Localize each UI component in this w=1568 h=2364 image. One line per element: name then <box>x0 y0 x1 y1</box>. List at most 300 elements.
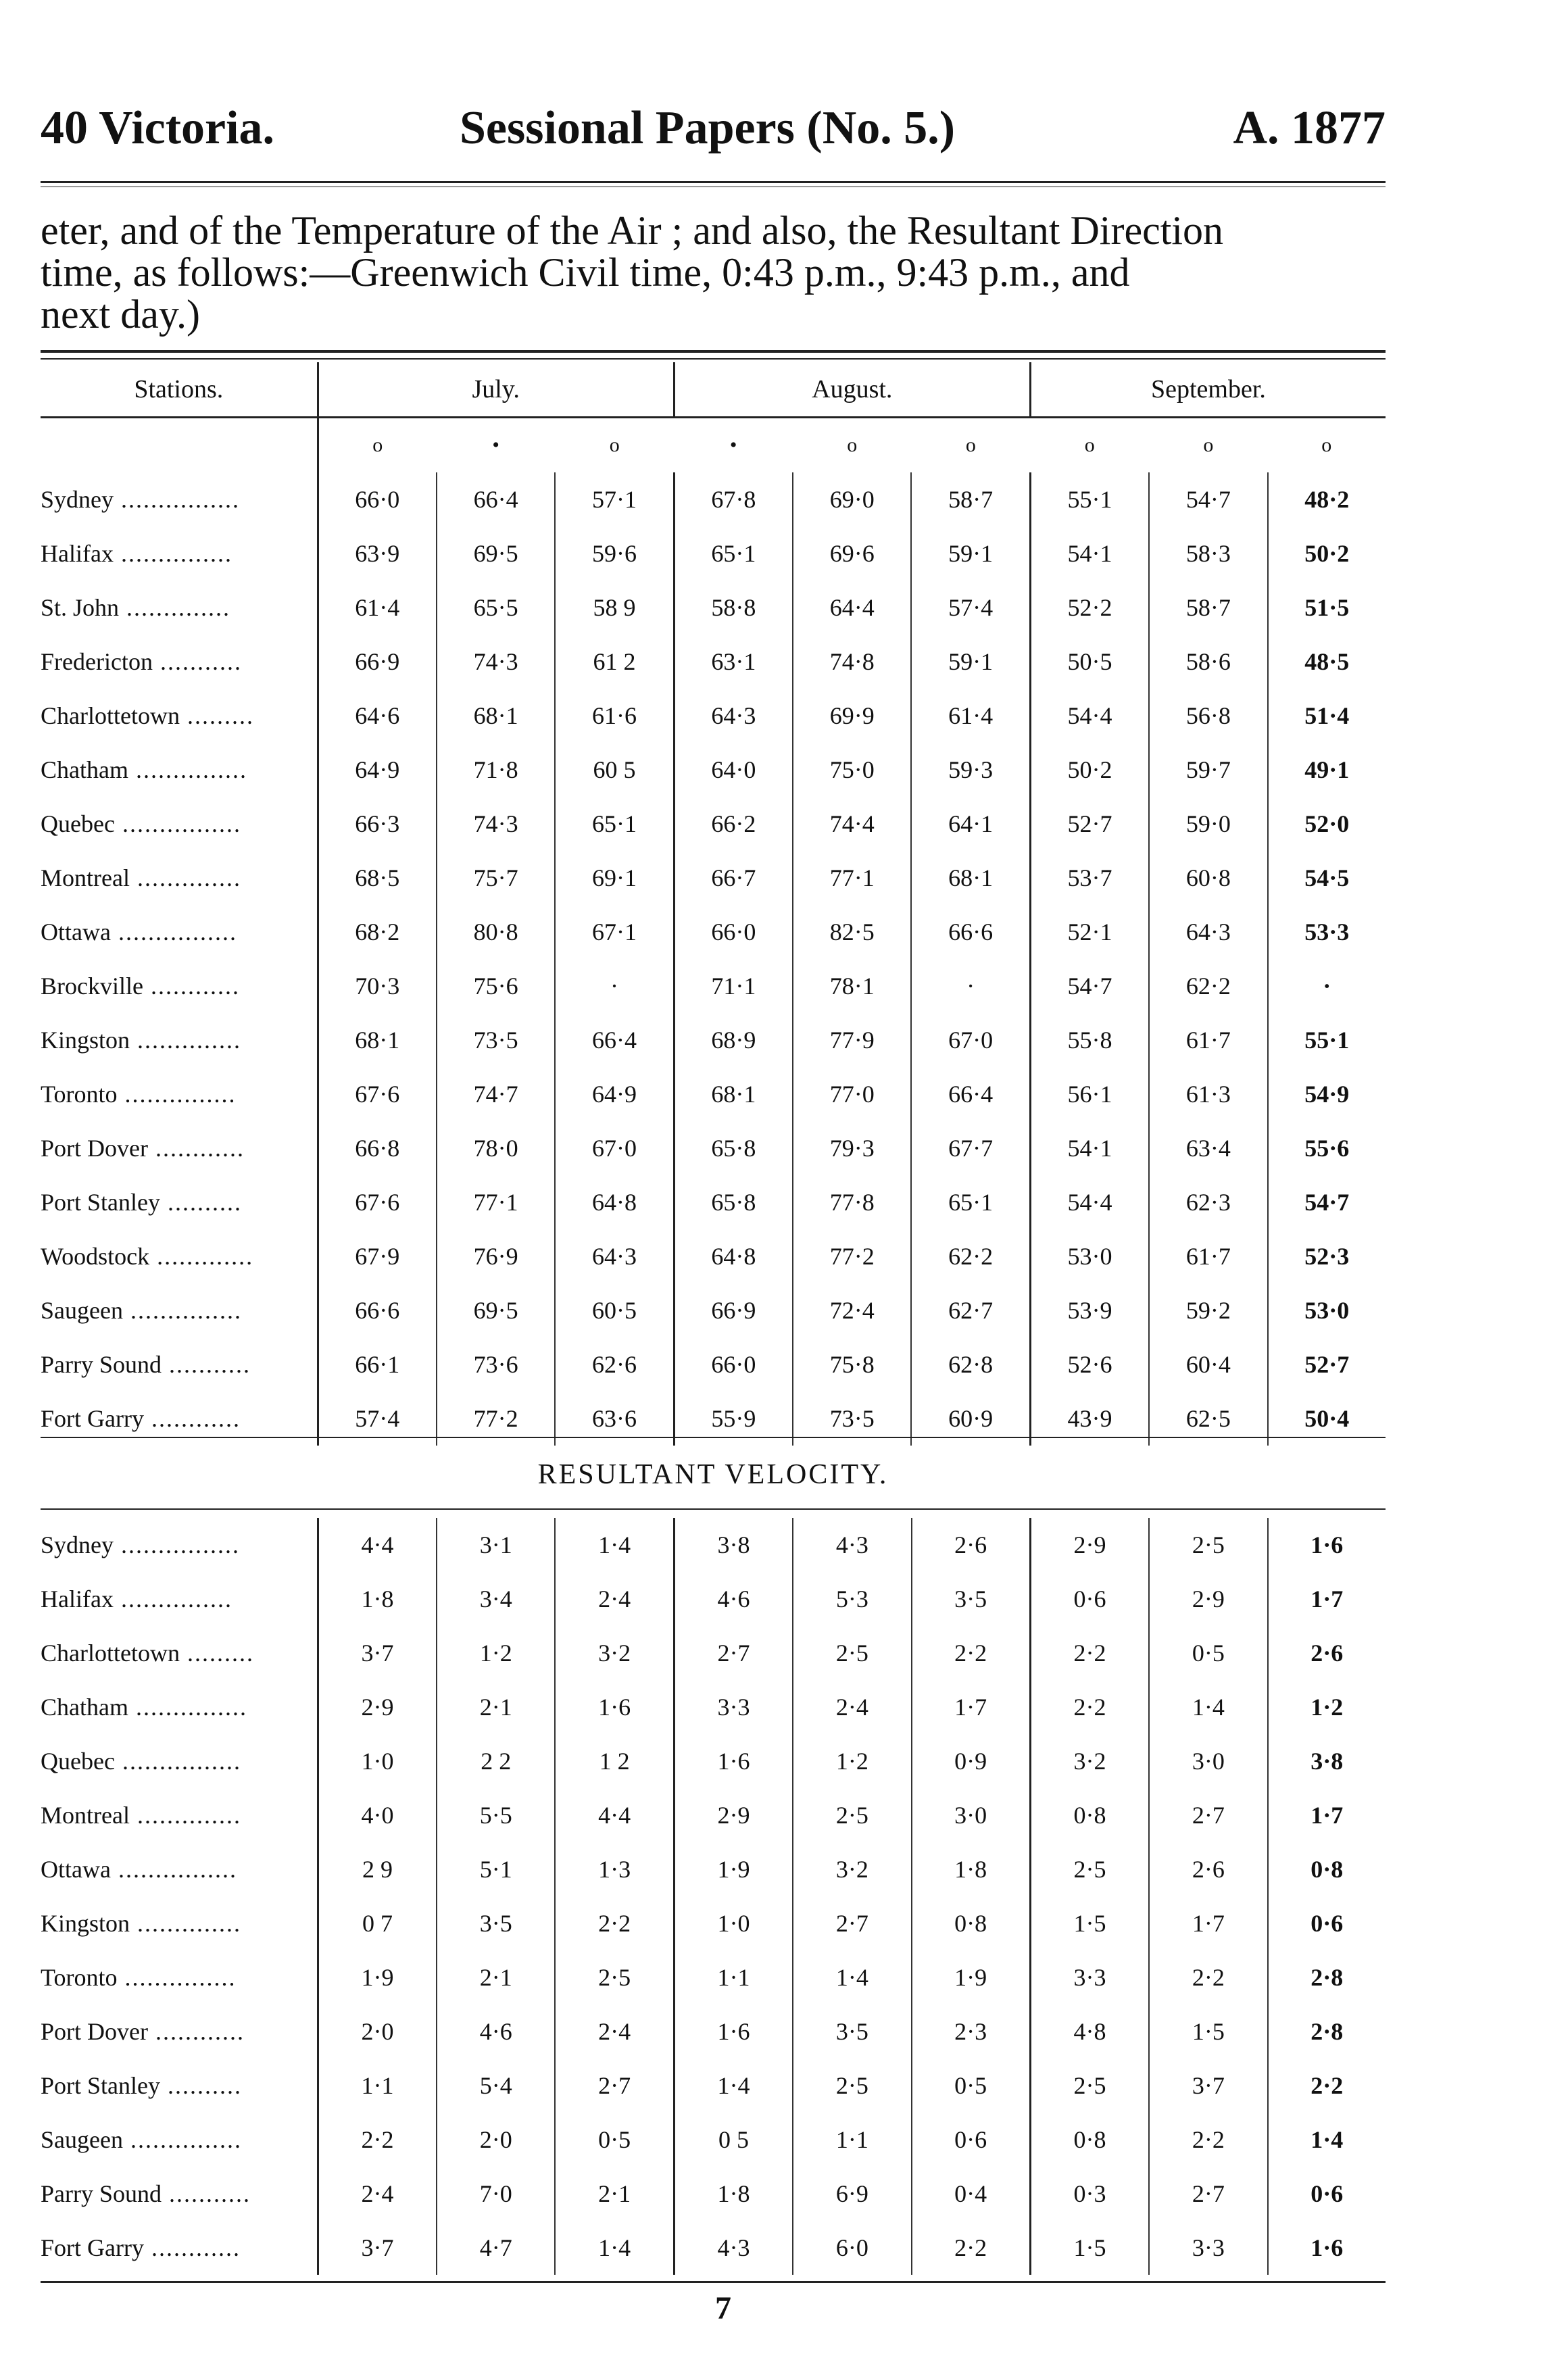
table-row <box>41 1734 1386 1788</box>
value-cell: 53·3 <box>1304 918 1350 945</box>
header-left: 40 Victoria. <box>41 102 275 154</box>
station-name: Toronto ............... <box>41 1950 318 2004</box>
value-cell: 2·5 <box>793 1788 911 1842</box>
value-cell: 61·3 <box>1149 1067 1267 1121</box>
value-cell: 58·3 <box>1149 526 1267 581</box>
value-cell: 62·8 <box>911 1337 1030 1392</box>
value-cell: 0·6 <box>1310 2180 1344 2207</box>
value-cell: 50·4 <box>1304 1405 1350 1432</box>
value-cell: 58·6 <box>1149 635 1267 689</box>
value-cell: 0·5 <box>555 2113 674 2167</box>
value-cell: · <box>1323 972 1331 1000</box>
value-cell: 2·0 <box>318 2004 437 2059</box>
value-cell: 1·8 <box>912 1842 1031 1896</box>
value-cell: 55·1 <box>1304 1027 1350 1054</box>
value-cell: 1·6 <box>674 2004 793 2059</box>
stations-header: Stations. <box>41 362 318 418</box>
mark: • <box>492 434 499 456</box>
value-cell: 67·0 <box>555 1121 674 1175</box>
value-cell: · <box>911 959 1030 1013</box>
value-cell: 66·1 <box>318 1337 437 1392</box>
value-cell: 1·6 <box>674 1734 793 1788</box>
value-cell: 2·7 <box>1149 1788 1267 1842</box>
value-cell: 2·1 <box>555 2167 674 2221</box>
value-cell: 66·0 <box>318 472 437 526</box>
value-cell: 2·6 <box>1149 1842 1267 1896</box>
value-cell: 73·5 <box>437 1013 555 1067</box>
value-cell: 61 2 <box>555 635 674 689</box>
value-cell: 1·4 <box>793 1950 911 2004</box>
value-cell: 74·7 <box>437 1067 555 1121</box>
mark: o <box>847 434 858 456</box>
value-cell: 0·3 <box>1030 2167 1149 2221</box>
table-row <box>41 1518 1386 1572</box>
value-cell: 69·0 <box>793 472 911 526</box>
station-name: Quebec ................ <box>41 797 318 851</box>
value-cell: 54·4 <box>1030 1175 1149 1229</box>
value-cell: 62·2 <box>1149 959 1267 1013</box>
value-cell: 55·8 <box>1030 1013 1149 1067</box>
value-cell: 60·5 <box>555 1283 674 1337</box>
value-cell: 1·4 <box>555 1518 674 1572</box>
table-row <box>41 1229 1386 1283</box>
value-cell: 2·7 <box>793 1896 911 1950</box>
value-cell: 6·0 <box>793 2221 911 2275</box>
table-row <box>41 1842 1386 1896</box>
station-name: St. John .............. <box>41 581 318 635</box>
table-row <box>41 1013 1386 1067</box>
table-row <box>41 2004 1386 2059</box>
table-row <box>41 1626 1386 1680</box>
value-cell: 3·7 <box>1149 2059 1267 2113</box>
value-cell: 69·1 <box>555 851 674 905</box>
value-cell: 4·3 <box>793 1518 911 1572</box>
value-cell: 4·6 <box>437 2004 555 2059</box>
value-cell: 74·4 <box>793 797 911 851</box>
value-cell: 1·5 <box>1149 2004 1267 2059</box>
value-cell: 75·6 <box>437 959 555 1013</box>
station-name: Chatham ............... <box>41 743 318 797</box>
value-cell: 66·2 <box>674 797 793 851</box>
intro-text <box>41 210 1386 335</box>
value-cell: 79·3 <box>793 1121 911 1175</box>
value-cell: 1 2 <box>555 1734 674 1788</box>
value-cell: · <box>555 959 674 1013</box>
station-name: Parry Sound ........... <box>41 2167 318 2221</box>
section-rule-2 <box>41 1508 1386 1510</box>
table-row <box>41 1175 1386 1229</box>
value-cell: 2·5 <box>555 1950 674 2004</box>
value-cell: 66·0 <box>674 905 793 959</box>
header-title: Sessional Papers (No. 5.) <box>460 102 956 154</box>
value-cell: 0·8 <box>1030 1788 1149 1842</box>
value-cell: 64·0 <box>674 743 793 797</box>
value-cell: 2·5 <box>1030 2059 1149 2113</box>
station-name: Sydney ................ <box>41 1518 318 1572</box>
value-cell: 3·3 <box>674 1680 793 1734</box>
value-cell: 63·6 <box>555 1392 674 1446</box>
value-cell: 50·2 <box>1304 540 1350 567</box>
value-cell: 2·2 <box>555 1896 674 1950</box>
table-row <box>41 1680 1386 1734</box>
value-cell: 60·8 <box>1149 851 1267 905</box>
value-cell: 53·9 <box>1030 1283 1149 1337</box>
value-cell: 0·5 <box>912 2059 1031 2113</box>
value-cell: 66·4 <box>911 1067 1030 1121</box>
value-cell: 1·1 <box>793 2113 911 2167</box>
value-cell: 75·7 <box>437 851 555 905</box>
value-cell: 3·2 <box>555 1626 674 1680</box>
value-cell: 59·1 <box>911 526 1030 581</box>
station-name: Woodstock ............. <box>41 1229 318 1283</box>
mark: • <box>729 434 737 456</box>
value-cell: 1·0 <box>674 1896 793 1950</box>
value-cell: 2·4 <box>555 2004 674 2059</box>
value-cell: 52·1 <box>1030 905 1149 959</box>
value-cell: 62·6 <box>555 1337 674 1392</box>
value-cell: 6·9 <box>793 2167 911 2221</box>
station-name: Montreal .............. <box>41 851 318 905</box>
value-cell: 1·9 <box>674 1842 793 1896</box>
value-cell: 2·9 <box>1149 1572 1267 1626</box>
value-cell: 68·9 <box>674 1013 793 1067</box>
value-cell: 2·2 <box>912 1626 1031 1680</box>
value-cell: 59·1 <box>911 635 1030 689</box>
velocity-title: RESULTANT VELOCITY. <box>537 1459 889 1490</box>
table-row <box>41 1572 1386 1626</box>
value-cell: 4·7 <box>437 2221 555 2275</box>
value-cell: 66·4 <box>437 472 555 526</box>
value-cell: 1·7 <box>1310 1585 1344 1612</box>
value-cell: 77·9 <box>793 1013 911 1067</box>
station-name: Charlottetown ......... <box>41 689 318 743</box>
value-cell: 65·8 <box>674 1175 793 1229</box>
value-cell: 61·4 <box>318 581 437 635</box>
table-row <box>41 1067 1386 1121</box>
value-cell: 60·4 <box>1149 1337 1267 1392</box>
value-cell: 0·5 <box>1149 1626 1267 1680</box>
value-cell: 64·9 <box>318 743 437 797</box>
value-cell: 54·1 <box>1030 1121 1149 1175</box>
value-cell: 58 9 <box>555 581 674 635</box>
station-name: Parry Sound ........... <box>41 1337 318 1392</box>
value-cell: 3·5 <box>912 1572 1031 1626</box>
velocity-rows <box>41 1518 1386 2275</box>
value-cell: 60 5 <box>555 743 674 797</box>
value-cell: 2·2 <box>1149 2113 1267 2167</box>
value-cell: 61·4 <box>911 689 1030 743</box>
table-row <box>41 959 1386 1013</box>
value-cell: 48·2 <box>1304 486 1350 513</box>
value-cell: 1·2 <box>437 1626 555 1680</box>
value-cell: 64·9 <box>555 1067 674 1121</box>
value-cell: 4·6 <box>674 1572 793 1626</box>
value-cell: 67·6 <box>318 1067 437 1121</box>
value-cell: 67·8 <box>674 472 793 526</box>
value-cell: 2·2 <box>318 2113 437 2167</box>
value-cell: 51·4 <box>1304 702 1350 729</box>
value-cell: 59·2 <box>1149 1283 1267 1337</box>
mark: o <box>1084 434 1095 456</box>
station-name: Charlottetown ......... <box>41 1626 318 1680</box>
value-cell: 67·7 <box>911 1121 1030 1175</box>
value-cell: 2·9 <box>674 1788 793 1842</box>
value-cell: 4·3 <box>674 2221 793 2275</box>
value-cell: 2·8 <box>1310 2018 1344 2045</box>
value-cell: 3·3 <box>1149 2221 1267 2275</box>
value-cell: 0·9 <box>912 1734 1031 1788</box>
value-cell: 2 9 <box>318 1842 437 1896</box>
value-cell: 2·1 <box>437 1680 555 1734</box>
value-cell: 1·4 <box>1149 1680 1267 1734</box>
value-cell: 72·4 <box>793 1283 911 1337</box>
station-name: Brockville ............ <box>41 959 318 1013</box>
value-cell: 76·9 <box>437 1229 555 1283</box>
value-cell: 3·8 <box>674 1518 793 1572</box>
table-row <box>41 743 1386 797</box>
value-cell: 1·8 <box>318 1572 437 1626</box>
value-cell: 52·7 <box>1304 1351 1350 1378</box>
value-cell: 0·6 <box>912 2113 1031 2167</box>
station-name: Port Dover ............ <box>41 2004 318 2059</box>
value-cell: 74·3 <box>437 797 555 851</box>
value-cell: 4·4 <box>318 1518 437 1572</box>
mark: o <box>1203 434 1214 456</box>
value-cell: 5·4 <box>437 2059 555 2113</box>
value-cell: 1·6 <box>1310 1531 1344 1558</box>
value-cell: 3·1 <box>437 1518 555 1572</box>
value-cell: 77·2 <box>437 1392 555 1446</box>
value-cell: 66·3 <box>318 797 437 851</box>
month-header-september: September. <box>1030 362 1386 418</box>
value-cell: 0·8 <box>1310 1856 1344 1883</box>
value-cell: 1·3 <box>555 1842 674 1896</box>
station-name: Toronto ............... <box>41 1067 318 1121</box>
value-cell: 52·6 <box>1030 1337 1149 1392</box>
table-row <box>41 851 1386 905</box>
value-cell: 64·8 <box>555 1175 674 1229</box>
value-cell: 48·5 <box>1304 648 1350 675</box>
station-name: Halifax ............... <box>41 526 318 581</box>
value-cell: 3·8 <box>1310 1748 1344 1775</box>
value-cell: 57·4 <box>911 581 1030 635</box>
value-cell: 61·6 <box>555 689 674 743</box>
value-cell: 77·0 <box>793 1067 911 1121</box>
value-cell: 1·7 <box>1149 1896 1267 1950</box>
value-cell: 1·2 <box>1310 1694 1344 1721</box>
value-cell: 3·0 <box>1149 1734 1267 1788</box>
value-cell: 66·8 <box>318 1121 437 1175</box>
value-cell: 2·2 <box>1310 2072 1344 2099</box>
value-cell: 2·4 <box>793 1680 911 1734</box>
value-cell: 59·0 <box>1149 797 1267 851</box>
value-cell: 71·8 <box>437 743 555 797</box>
value-cell: 1·7 <box>1310 1802 1344 1829</box>
value-cell: 4·8 <box>1030 2004 1149 2059</box>
table-top-rule-thin <box>41 358 1386 360</box>
value-cell: 52·2 <box>1030 581 1149 635</box>
value-cell: 2·2 <box>912 2221 1031 2275</box>
value-cell: 58·7 <box>1149 581 1267 635</box>
value-cell: 1·5 <box>1030 2221 1149 2275</box>
value-cell: 57·1 <box>555 472 674 526</box>
value-cell: 64·6 <box>318 689 437 743</box>
value-cell: 69·5 <box>437 1283 555 1337</box>
value-cell: 80·8 <box>437 905 555 959</box>
value-cell: 2·3 <box>912 2004 1031 2059</box>
value-cell: 75·0 <box>793 743 911 797</box>
station-name: Port Stanley .......... <box>41 2059 318 2113</box>
value-cell: 0·6 <box>1310 1910 1344 1937</box>
value-cell: 2·6 <box>912 1518 1031 1572</box>
value-cell: 65·5 <box>437 581 555 635</box>
value-cell: 67·9 <box>318 1229 437 1283</box>
value-cell: 75·8 <box>793 1337 911 1392</box>
value-cell: 2·4 <box>318 2167 437 2221</box>
value-cell: 1·4 <box>1310 2126 1344 2153</box>
table-row <box>41 2113 1386 2167</box>
month-header-august: August. <box>674 362 1030 418</box>
station-name: Saugeen ............... <box>41 2113 318 2167</box>
value-cell: 54·9 <box>1304 1081 1350 1108</box>
value-cell: 65·1 <box>555 797 674 851</box>
temperature-rows <box>41 472 1386 1446</box>
table-row <box>41 905 1386 959</box>
value-cell: 69·9 <box>793 689 911 743</box>
station-name: Sydney ................ <box>41 472 318 526</box>
value-cell: 3·5 <box>437 1896 555 1950</box>
value-cell: 2·2 <box>1149 1950 1267 2004</box>
value-cell: 1·0 <box>318 1734 437 1788</box>
value-cell: 2·7 <box>1149 2167 1267 2221</box>
mark: o <box>965 434 976 456</box>
value-cell: 63·1 <box>674 635 793 689</box>
value-cell: 77·1 <box>437 1175 555 1229</box>
station-name: Montreal .............. <box>41 1788 318 1842</box>
value-cell: 1·5 <box>1030 1896 1149 1950</box>
value-cell: 55·1 <box>1030 472 1149 526</box>
value-cell: 77·8 <box>793 1175 911 1229</box>
header-rule <box>41 181 1386 183</box>
value-cell: 67·1 <box>555 905 674 959</box>
value-cell: 3·4 <box>437 1572 555 1626</box>
value-cell: 2·5 <box>1149 1518 1267 1572</box>
value-cell: 69·6 <box>793 526 911 581</box>
value-cell: 54·7 <box>1030 959 1149 1013</box>
station-name: Quebec ................ <box>41 1734 318 1788</box>
value-cell: 54·1 <box>1030 526 1149 581</box>
value-cell: 1·4 <box>555 2221 674 2275</box>
table-row <box>41 1121 1386 1175</box>
value-cell: 3·5 <box>793 2004 911 2059</box>
station-name: Port Dover ............ <box>41 1121 318 1175</box>
value-cell: 58·8 <box>674 581 793 635</box>
value-cell: 43·9 <box>1030 1392 1149 1446</box>
table-row <box>41 1896 1386 1950</box>
table-row <box>41 797 1386 851</box>
value-cell: 64·3 <box>674 689 793 743</box>
value-cell: 5·1 <box>437 1842 555 1896</box>
table-row <box>41 1788 1386 1842</box>
value-cell: 1·1 <box>318 2059 437 2113</box>
value-cell: 2·5 <box>793 1626 911 1680</box>
value-cell: 66·6 <box>911 905 1030 959</box>
station-name: Kingston .............. <box>41 1896 318 1950</box>
value-cell: 2·5 <box>1030 1842 1149 1896</box>
value-cell: 62·5 <box>1149 1392 1267 1446</box>
value-cell: 5·3 <box>793 1572 911 1626</box>
table-top-rule <box>41 350 1386 353</box>
value-cell: 0·8 <box>1030 2113 1149 2167</box>
value-cell: 78·1 <box>793 959 911 1013</box>
value-cell: 65·1 <box>674 526 793 581</box>
station-name: Chatham ............... <box>41 1680 318 1734</box>
mark: o <box>1321 434 1332 456</box>
value-cell: 70·3 <box>318 959 437 1013</box>
table-row <box>41 581 1386 635</box>
value-cell: 0·4 <box>912 2167 1031 2221</box>
value-cell: 55·6 <box>1304 1135 1350 1162</box>
value-cell: 68·1 <box>911 851 1030 905</box>
value-cell: 50·2 <box>1030 743 1149 797</box>
value-cell: 2·7 <box>674 1626 793 1680</box>
table-row <box>41 1337 1386 1392</box>
value-cell: 53·0 <box>1304 1297 1350 1324</box>
value-cell: 65·8 <box>674 1121 793 1175</box>
value-cell: 63·9 <box>318 526 437 581</box>
value-cell: 60·9 <box>911 1392 1030 1446</box>
value-cell: 52·0 <box>1304 810 1350 837</box>
page-header <box>41 101 1386 155</box>
value-cell: 1·7 <box>912 1680 1031 1734</box>
value-cell: 66·9 <box>674 1283 793 1337</box>
value-cell: 55·9 <box>674 1392 793 1446</box>
table-row <box>41 526 1386 581</box>
value-cell: 0·8 <box>912 1896 1031 1950</box>
value-cell: 4·4 <box>555 1788 674 1842</box>
value-cell: 5·5 <box>437 1788 555 1842</box>
value-cell: 66·4 <box>555 1013 674 1067</box>
value-cell: 54·7 <box>1304 1189 1350 1216</box>
station-name: Halifax ............... <box>41 1572 318 1626</box>
mark: o <box>372 434 383 456</box>
value-cell: 66·6 <box>318 1283 437 1337</box>
station-name: Ottawa ................ <box>41 1842 318 1896</box>
value-cell: 2·4 <box>555 1572 674 1626</box>
station-name: Fredericton ........... <box>41 635 318 689</box>
value-cell: 0 7 <box>318 1896 437 1950</box>
value-cell: 68·5 <box>318 851 437 905</box>
value-cell: 68·1 <box>437 689 555 743</box>
value-cell: 64·8 <box>674 1229 793 1283</box>
header-right: A. 1877 <box>1233 102 1386 154</box>
value-cell: 1·4 <box>674 2059 793 2113</box>
value-cell: 74·3 <box>437 635 555 689</box>
value-cell: 63·4 <box>1149 1121 1267 1175</box>
value-cell: 54·4 <box>1030 689 1149 743</box>
value-cell: 3·2 <box>1030 1734 1149 1788</box>
value-cell: 68·1 <box>674 1067 793 1121</box>
value-cell: 1·6 <box>555 1680 674 1734</box>
value-cell: 56·1 <box>1030 1067 1149 1121</box>
value-cell: 64·3 <box>1149 905 1267 959</box>
value-cell: 0·6 <box>1030 1572 1149 1626</box>
value-cell: 3·3 <box>1030 1950 1149 2004</box>
value-cell: 59·7 <box>1149 743 1267 797</box>
intro-line: time, as follows:—Greenwich Civil time, 0:43 p.m., 9:43 p.m., and <box>41 250 1130 295</box>
value-cell: 2·6 <box>1310 1640 1344 1667</box>
value-cell: 3·7 <box>318 1626 437 1680</box>
